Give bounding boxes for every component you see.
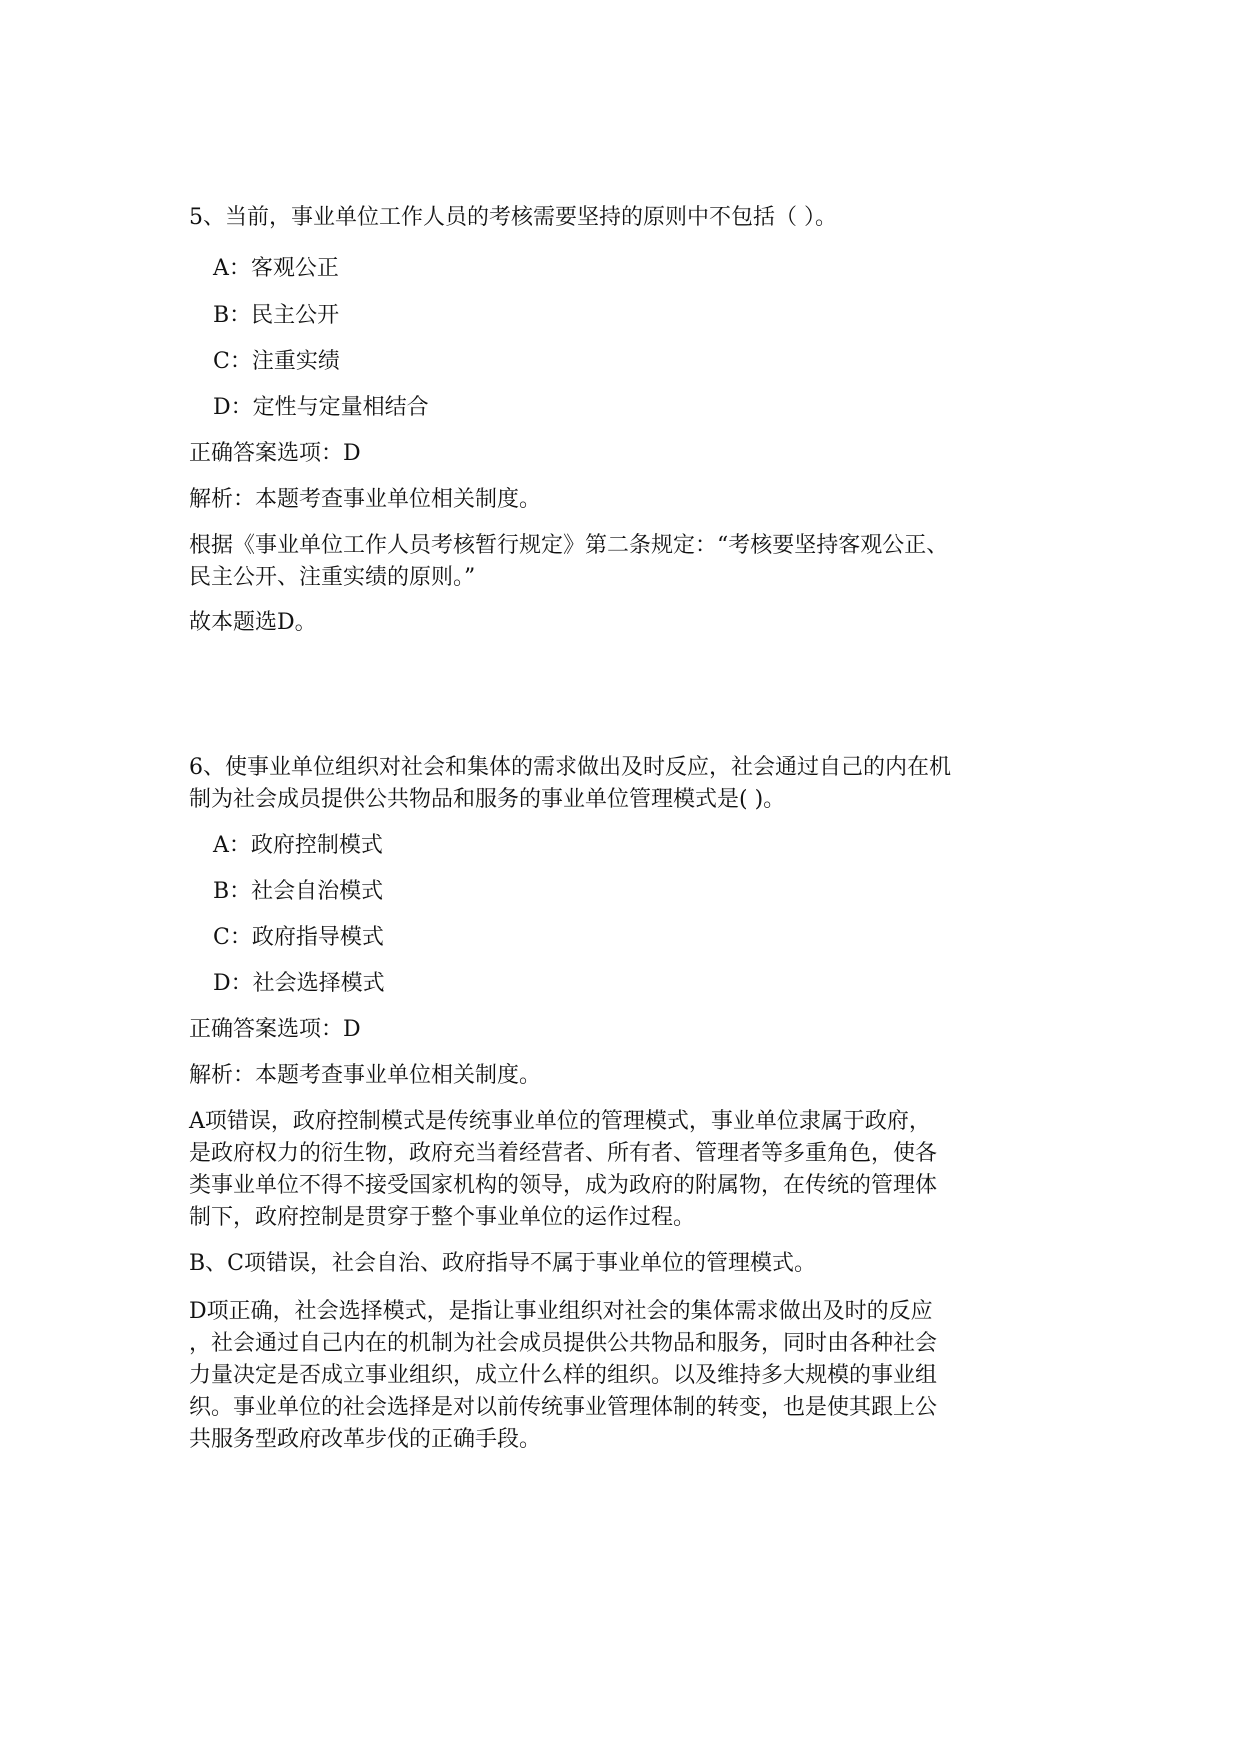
q6-explain-a-line: A项错误，政府控制模式是传统事业单位的管理模式，事业单位隶属于政府， xyxy=(189,1109,931,1134)
q6-explain-a xyxy=(189,1106,1069,1234)
q6-answer: 正确答案选项：D xyxy=(189,1017,361,1042)
q5-option-b: B：民主公开 xyxy=(213,303,340,328)
q6-analysis: 解析：本题考查事业单位相关制度。 xyxy=(189,1063,542,1088)
q6-option-b: B：社会自治模式 xyxy=(213,879,384,904)
q6-stem xyxy=(189,752,1069,816)
q6-explain-a-line: 是政府权力的衍生物，政府充当着经营者、所有者、管理者等多重角色，使各 xyxy=(189,1141,938,1166)
q6-explain-d xyxy=(189,1296,1069,1456)
q6-explain-d-line: 织。事业单位的社会选择是对以前传统事业管理体制的转变，也是使其跟上公 xyxy=(189,1395,938,1420)
q6-explain-d-line: 力量决定是否成立事业组织，成立什么样的组织。以及维持多大规模的事业组 xyxy=(189,1363,938,1388)
q5-basis-line: 根据《事业单位工作人员考核暂行规定》第二条规定：“考核要坚持客观公正、 xyxy=(189,533,949,558)
q6-option-d: D：社会选择模式 xyxy=(213,971,385,996)
q6-explain-d-line: 共服务型政府改革步伐的正确手段。 xyxy=(189,1427,542,1452)
q6-stem-line: 6、使事业单位组织对社会和集体的需求做出及时反应，社会通过自己的内在机 xyxy=(189,755,951,780)
q6-explain-a-line: 类事业单位不得不接受国家机构的领导，成为政府的附属物，在传统的管理体 xyxy=(189,1173,938,1198)
q6-option-a: A：政府控制模式 xyxy=(213,833,383,858)
q5-option-d: D：定性与定量相结合 xyxy=(213,395,429,420)
q5-option-a: A：客观公正 xyxy=(213,256,339,281)
q6-explain-d-line: D项正确，社会选择模式，是指让事业组织对社会的集体需求做出及时的反应 xyxy=(189,1299,933,1324)
q6-explain-bc: B、C项错误，社会自治、政府指导不属于事业单位的管理模式。 xyxy=(189,1251,817,1276)
q6-stem-line: 制为社会成员提供公共物品和服务的事业单位管理模式是( )。 xyxy=(189,787,786,812)
q5-stem: 5、当前，事业单位工作人员的考核需要坚持的原则中不包括（ ）。 xyxy=(189,205,837,230)
q5-basis-line: 民主公开、注重实绩的原则。” xyxy=(189,565,476,590)
q5-option-c: C：注重实绩 xyxy=(213,349,340,374)
q6-explain-a-line: 制下，政府控制是贯穿于整个事业单位的运作过程。 xyxy=(189,1205,696,1230)
q5-analysis: 解析：本题考查事业单位相关制度。 xyxy=(189,487,542,512)
q5-answer: 正确答案选项：D xyxy=(189,441,361,466)
q6-explain-d-line: ，社会通过自己内在的机制为社会成员提供公共物品和服务，同时由各种社会 xyxy=(189,1331,938,1356)
q5-basis xyxy=(189,530,1069,594)
q6-option-c: C：政府指导模式 xyxy=(213,925,384,950)
q5-conclusion: 故本题选D。 xyxy=(189,610,317,635)
